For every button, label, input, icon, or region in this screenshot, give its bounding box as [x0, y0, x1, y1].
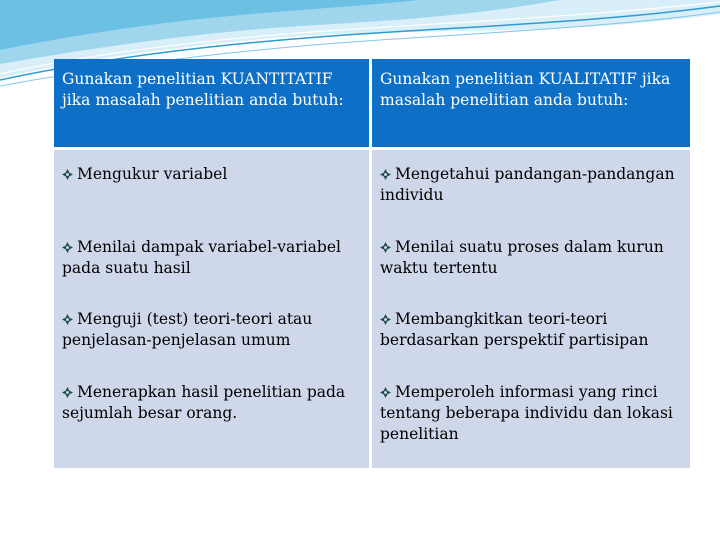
- cell-text: Membangkitkan teori-teori berdasarkan perspektif partisipan: [380, 310, 649, 350]
- table-row: [54, 295, 690, 368]
- table-row: [54, 368, 690, 468]
- table-cell-quantitative: [54, 295, 372, 368]
- table-row: [54, 150, 690, 223]
- table-cell-qualitative: [372, 223, 690, 296]
- diamond-bullet-icon: [62, 242, 73, 253]
- comparison-table-container: [54, 59, 690, 468]
- cell-text: Menguji (test) teori-teori atau penjelasan-penjelasan umum: [62, 310, 313, 350]
- diamond-bullet-icon: [62, 169, 73, 180]
- table-cell-qualitative: [372, 295, 690, 368]
- diamond-bullet-icon: [380, 169, 391, 180]
- cell-text: Menilai suatu proses dalam kurun waktu tertentu: [380, 237, 664, 277]
- cell-text: Mengetahui pandangan-pandangan individu: [380, 165, 675, 204]
- table-cell-qualitative: [372, 150, 690, 223]
- cell-text: Memperoleh informasi yang rinci tentang beberapa individu dan lokasi penelitian: [380, 383, 673, 443]
- diamond-bullet-icon: [380, 387, 391, 398]
- table-row: [54, 223, 690, 296]
- table-cell-quantitative: [54, 150, 372, 223]
- diamond-bullet-icon: [380, 314, 391, 325]
- cell-text: Menilai dampak variabel-variabel pada suatu hasil: [62, 237, 341, 277]
- diamond-bullet-icon: [62, 387, 73, 398]
- cell-text: Menerapkan hasil penelitian pada sejumlah besar orang.: [62, 383, 346, 422]
- comparison-table: [54, 59, 690, 468]
- table-header-row: [54, 59, 690, 150]
- table-cell-qualitative: [372, 368, 690, 468]
- header-quantitative: Gunakan penelitian KUANTITATIF jika masalah penelitian anda butuh:: [54, 59, 372, 150]
- table-cell-quantitative: [54, 368, 372, 468]
- cell-text: Mengukur variabel: [77, 165, 228, 183]
- diamond-bullet-icon: [380, 242, 391, 253]
- table-cell-quantitative: [54, 223, 372, 296]
- diamond-bullet-icon: [62, 314, 73, 325]
- header-qualitative: Gunakan penelitian KUALITATIF jika masalah penelitian anda butuh:: [372, 59, 690, 150]
